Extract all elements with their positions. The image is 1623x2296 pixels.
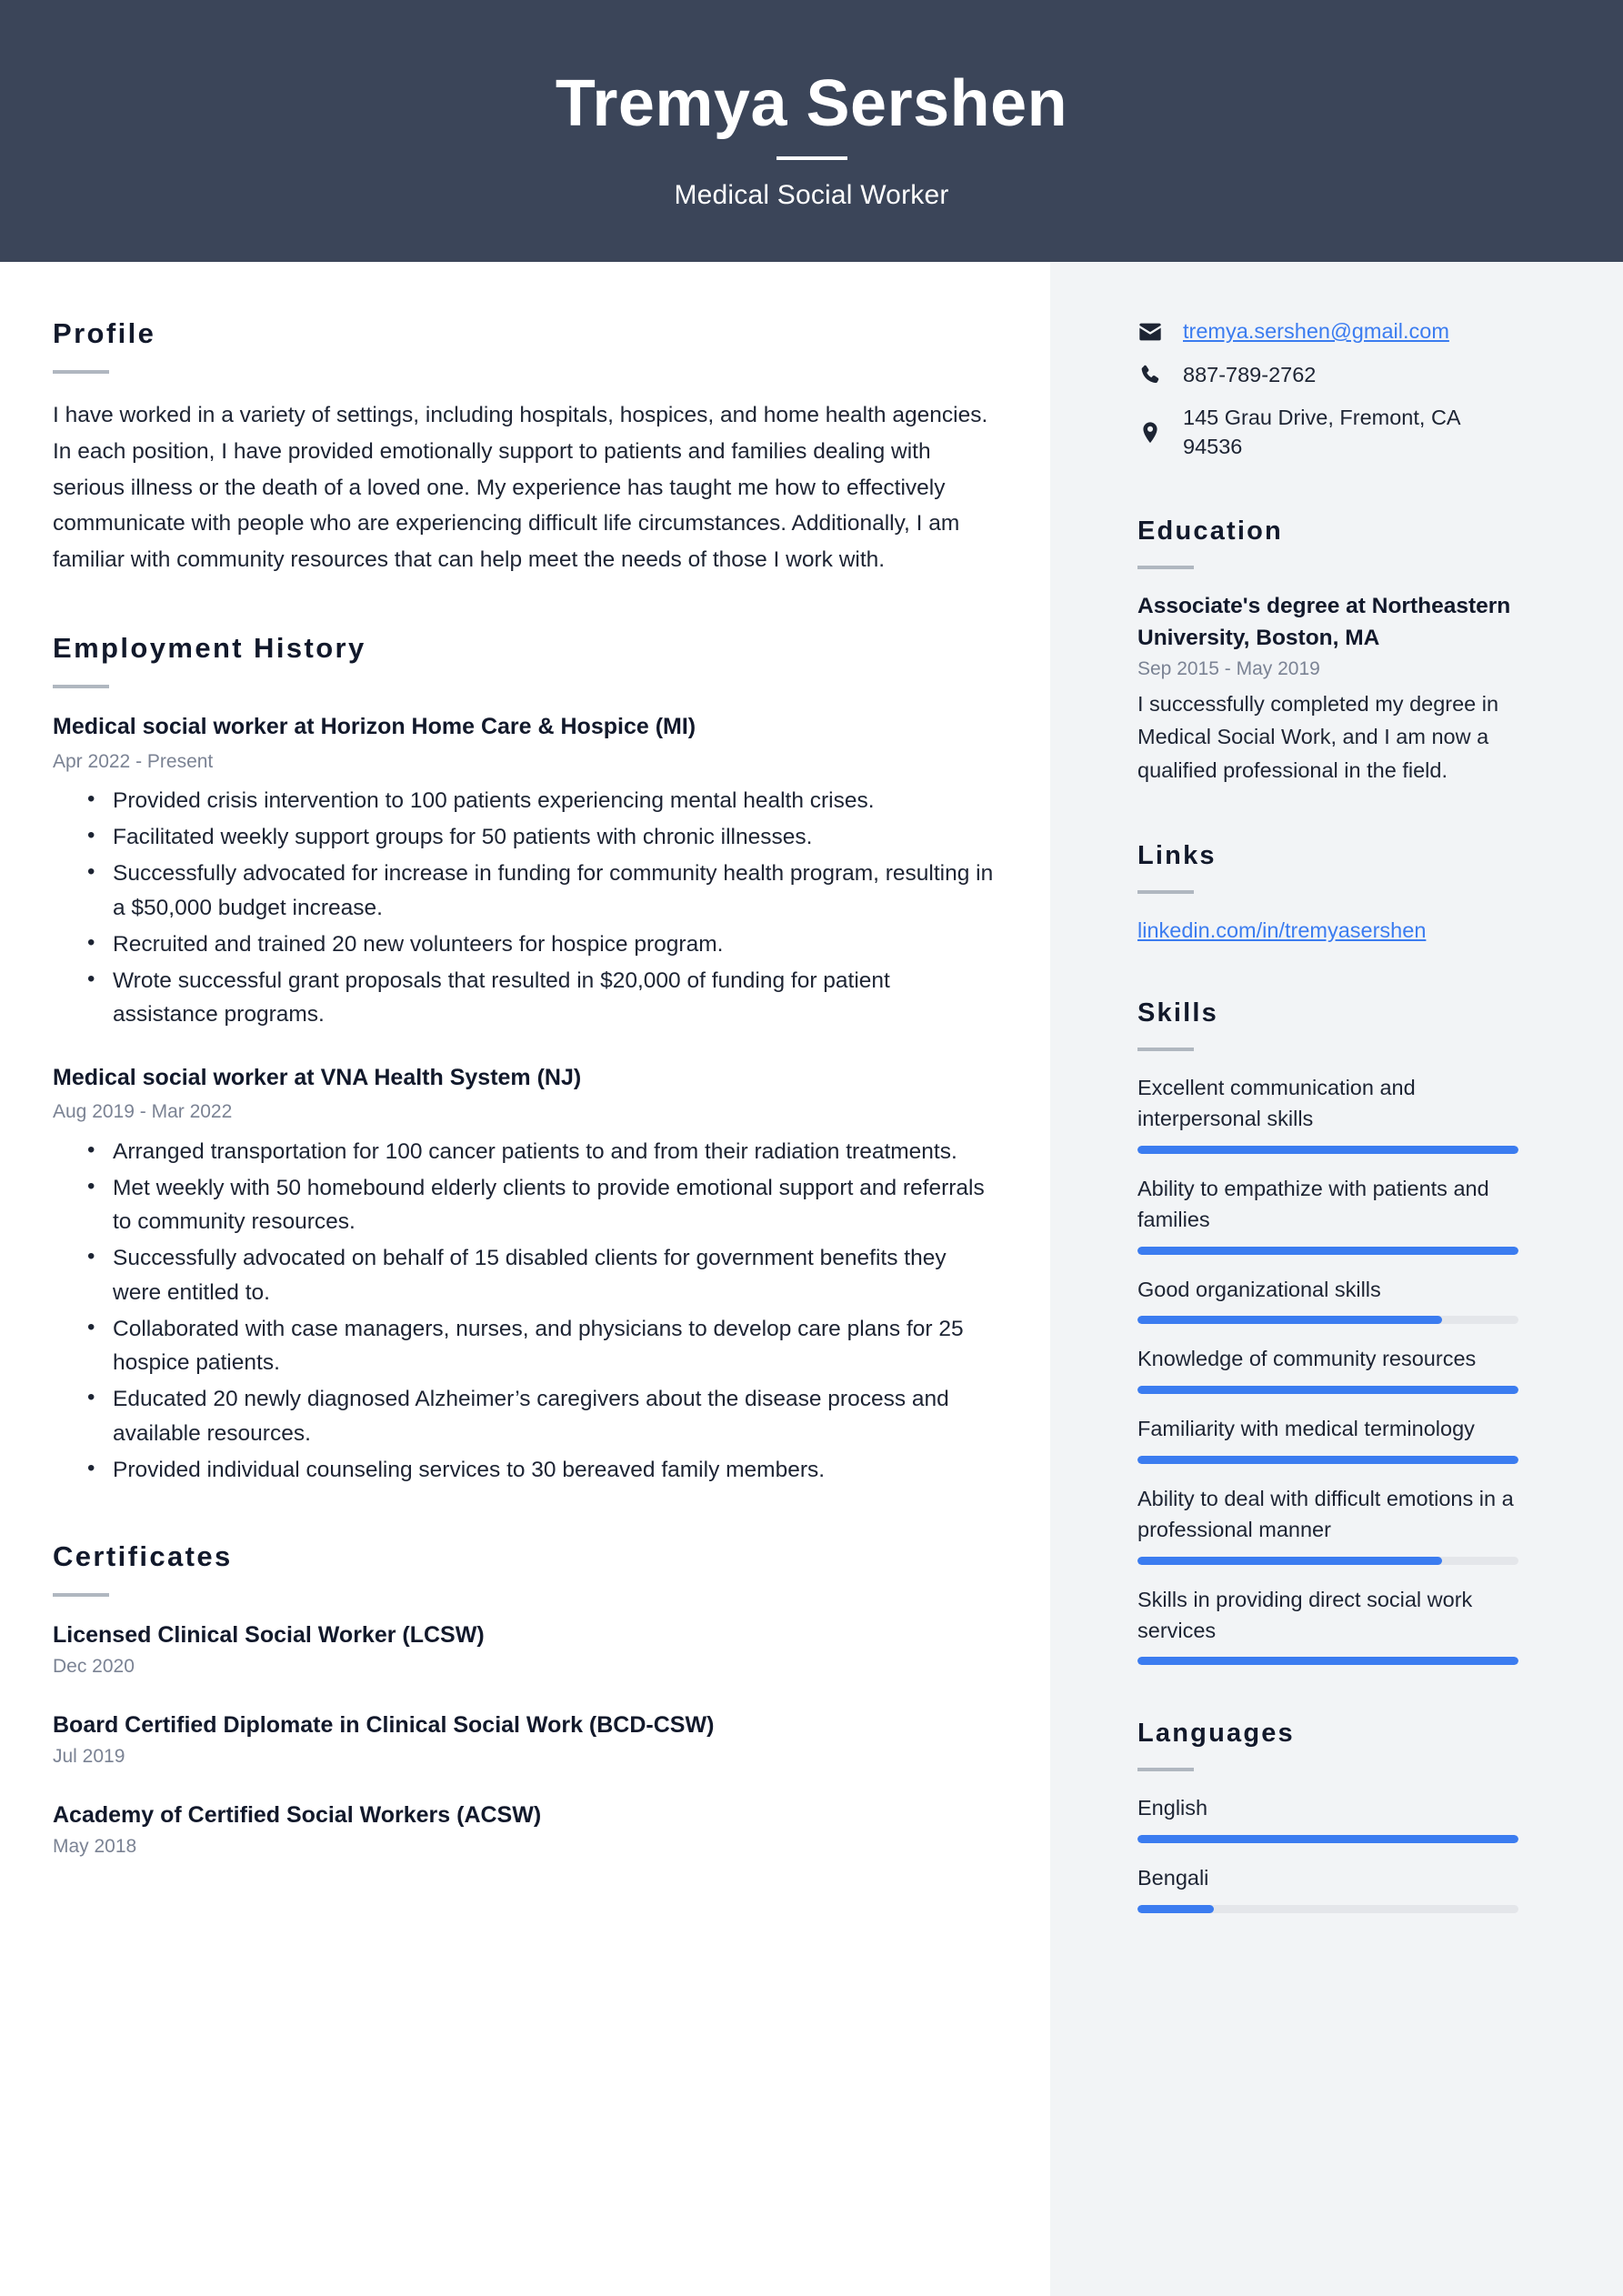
skill-bar-fill [1137, 1386, 1518, 1394]
certificates-heading: Certificates [53, 1540, 233, 1573]
education-heading: Education [1137, 516, 1283, 546]
contact-phone-row [1137, 360, 1518, 391]
job-bullets [53, 784, 994, 1032]
main-column [0, 262, 1050, 2296]
job-bullets [53, 1135, 994, 1487]
profile-text: I have worked in a variety of settings, including hospitals, hospices, and home health agencies. In each position, I have provided emotionally support to patients and families dealing with serious illness or the death of a loved one. My experience has taught me how to effectively communicate with people who are experiencing difficult life circumstances. Additionally, I am familiar with community resources that can help meet the needs of those I work with. [53, 403, 988, 572]
job-bullet: • Arranged transportation for 100 cancer patients to and from their radiation treatments. [84, 1135, 994, 1168]
skill-bar-track [1137, 1247, 1518, 1255]
skill-bar-track [1137, 1316, 1518, 1324]
email-icon [1137, 319, 1168, 345]
education-section [1137, 516, 1518, 787]
skills-heading-rule [1137, 1048, 1194, 1051]
skill-bar-fill [1137, 1316, 1442, 1324]
skill-label: Ability to empathize with patients and families [1137, 1176, 1489, 1231]
job-bullet: • Educated 20 newly diagnosed Alzheimer’s caregivers about the disease process and available resources. [84, 1382, 994, 1449]
certificate-title: Licensed Clinical Social Worker (LCSW) [53, 1622, 485, 1649]
skill-item [1137, 1275, 1518, 1325]
skill-item [1137, 1344, 1518, 1394]
education-heading-rule [1137, 566, 1194, 569]
resume-header [0, 0, 1623, 262]
candidate-name: Tremya Sershen [555, 67, 1068, 141]
skill-item [1137, 1484, 1518, 1565]
employment-section [53, 631, 994, 1487]
contact-email-text[interactable]: tremya.sershen@gmail.com [1183, 319, 1449, 344]
job-bullet: • Successfully advocated for increase in funding for community health program, resulting in a $50,000 budget increase. [84, 857, 994, 924]
language-item [1137, 1793, 1518, 1843]
skill-label: Excellent communication and interpersonal skills [1137, 1076, 1416, 1131]
job-bullet: • Successfully advocated on behalf of 15 disabled clients for government benefits they were entitled to. [84, 1241, 994, 1308]
skill-label: Good organizational skills [1137, 1277, 1381, 1301]
job-bullet: • Recruited and trained 20 new volunteers for hospice program. [84, 927, 994, 961]
job-bullet: • Wrote successful grant proposals that resulted in $20,000 of funding for patient assistance programs. [84, 964, 994, 1031]
contact-address-text: 145 Grau Drive, Fremont, CA 94536 [1183, 406, 1460, 458]
links-heading-rule [1137, 890, 1194, 894]
skill-item [1137, 1414, 1518, 1464]
employment-heading-rule [53, 685, 109, 688]
contact-phone-text: 887-789-2762 [1183, 363, 1317, 387]
links-section [1137, 840, 1518, 946]
skill-item [1137, 1073, 1518, 1154]
job-bullet: • Met weekly with 50 homebound elderly clients to provide emotional support and referrals to community resources. [84, 1171, 994, 1238]
skill-bar-fill [1137, 1456, 1518, 1464]
job-bullet: • Provided individual counseling services to 30 bereaved family members. [84, 1453, 994, 1487]
job-bullet: • Facilitated weekly support groups for 50 patients with chronic illnesses. [84, 820, 994, 854]
education-dates: Sep 2015 - May 2019 [1137, 657, 1320, 679]
employment-heading: Employment History [53, 631, 366, 664]
skills-heading: Skills [1137, 998, 1218, 1028]
candidate-job-title: Medical Social Worker [674, 179, 949, 210]
contact-section [1137, 316, 1518, 461]
certificate-date: Jul 2019 [53, 1745, 125, 1767]
job-bullet: • Provided crisis intervention to 100 patients experiencing mental health crises. [84, 784, 994, 817]
phone-icon [1137, 363, 1168, 388]
skill-bar-track [1137, 1146, 1518, 1154]
language-bar-fill [1137, 1905, 1214, 1913]
profile-heading: Profile [53, 317, 156, 349]
skill-bar-track [1137, 1386, 1518, 1394]
certificates-section [53, 1539, 994, 1857]
certificate-title: Board Certified Diplomate in Clinical Social Work (BCD-CSW) [53, 1712, 715, 1739]
languages-heading-rule [1137, 1768, 1194, 1771]
skill-bar-fill [1137, 1557, 1442, 1565]
skill-label: Familiarity with medical terminology [1137, 1417, 1475, 1441]
links-heading: Links [1137, 840, 1217, 870]
job-entry [53, 1063, 994, 1487]
skill-bar-track [1137, 1557, 1518, 1565]
skill-label: Ability to deal with difficult emotions in a professional manner [1137, 1487, 1514, 1541]
job-title: Medical social worker at VNA Health System (NJ) [53, 1064, 582, 1090]
skills-section [1137, 998, 1518, 1665]
skill-label: Skills in providing direct social work services [1137, 1587, 1473, 1642]
skill-item [1137, 1174, 1518, 1255]
certificate-item [53, 1620, 994, 1678]
certificate-date: Dec 2020 [53, 1656, 135, 1678]
profile-section [53, 316, 994, 578]
job-dates: Apr 2022 - Present [53, 750, 214, 772]
job-title: Medical social worker at Horizon Home Care & Hospice (MI) [53, 713, 696, 739]
language-bar-track [1137, 1835, 1518, 1843]
skill-bar-track [1137, 1456, 1518, 1464]
skill-bar-fill [1137, 1146, 1518, 1154]
certificates-heading-rule [53, 1593, 109, 1597]
skill-bar-fill [1137, 1657, 1518, 1665]
contact-address-row [1137, 404, 1518, 461]
skill-item [1137, 1585, 1518, 1666]
language-bar-track [1137, 1905, 1518, 1913]
certificate-date: May 2018 [53, 1835, 137, 1857]
profile-heading-rule [53, 370, 109, 374]
language-label: English [1137, 1796, 1208, 1820]
job-dates: Aug 2019 - Mar 2022 [53, 1101, 233, 1123]
job-entry [53, 712, 994, 1032]
education-description: I successfully completed my degree in Medical Social Work, and I am now a qualified professional in the field. [1137, 691, 1499, 783]
certificate-title: Academy of Certified Social Workers (ACSW) [53, 1801, 542, 1828]
header-divider [776, 156, 847, 160]
education-degree: Associate's degree at Northeastern University, Boston, MA [1137, 594, 1511, 651]
skill-bar-track [1137, 1657, 1518, 1665]
skill-bar-fill [1137, 1247, 1518, 1255]
sidebar-column [1050, 262, 1623, 2296]
contact-email-row[interactable] [1137, 316, 1518, 347]
language-label: Bengali [1137, 1865, 1209, 1890]
location-pin-icon [1137, 420, 1168, 446]
certificate-item [53, 1710, 994, 1768]
language-bar-fill [1137, 1835, 1518, 1843]
resume-body [0, 262, 1623, 2296]
job-bullet: • Collaborated with case managers, nurses, and physicians to develop care plans for 25 hospice patients. [84, 1312, 994, 1379]
language-item [1137, 1863, 1518, 1913]
languages-section [1137, 1718, 1518, 1912]
languages-heading: Languages [1137, 1719, 1295, 1749]
certificate-item [53, 1800, 994, 1858]
linkedin-link[interactable]: linkedin.com/in/tremyasershen [1137, 917, 1427, 942]
skill-label: Knowledge of community resources [1137, 1347, 1477, 1371]
